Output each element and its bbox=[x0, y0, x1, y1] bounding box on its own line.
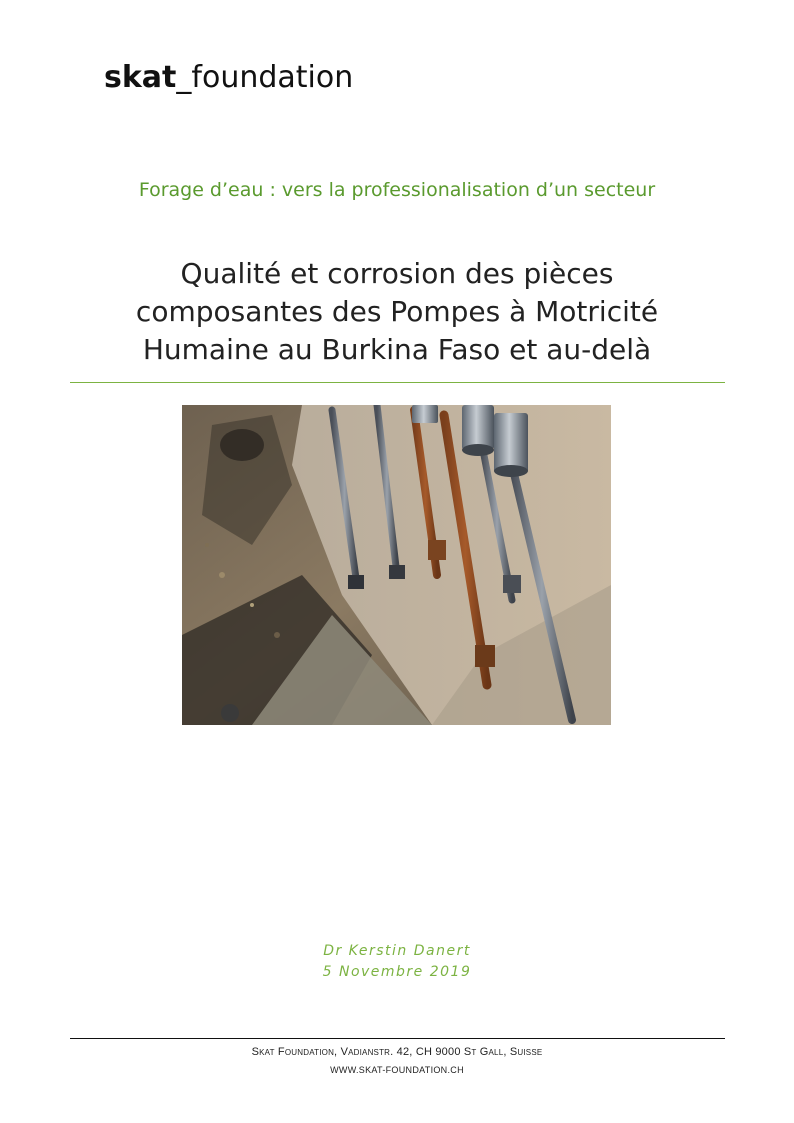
author-name: Dr Kerstin Danert bbox=[323, 943, 471, 959]
logo-light-text: _foundation bbox=[176, 60, 354, 95]
corroded-pump-rods-illustration bbox=[182, 405, 611, 725]
title-divider bbox=[70, 382, 725, 383]
logo-bold-text: skat bbox=[104, 60, 177, 95]
footer-website-link[interactable]: WWW.SKAT-FOUNDATION.CH bbox=[330, 1065, 464, 1075]
footer bbox=[0, 1044, 794, 1078]
document-title-line: Qualité et corrosion des pièces bbox=[180, 257, 614, 290]
publication-date: 5 Novembre 2019 bbox=[322, 964, 472, 980]
series-title: Forage d’eau : vers la professionalisation d’un secteur bbox=[138, 179, 656, 201]
skat-foundation-logo bbox=[104, 58, 353, 98]
author-block bbox=[0, 941, 794, 983]
cover-photo bbox=[182, 405, 611, 725]
footer-address: Skat Foundation, Vadianstr. 42, CH 9000 St Gall, Suisse bbox=[251, 1046, 543, 1058]
document-title bbox=[70, 255, 724, 369]
document-title-line: composantes des Pompes à Motricité bbox=[135, 295, 659, 328]
footer-divider bbox=[70, 1038, 725, 1039]
document-title-line: Humaine au Burkina Faso et au-delà bbox=[142, 333, 652, 366]
